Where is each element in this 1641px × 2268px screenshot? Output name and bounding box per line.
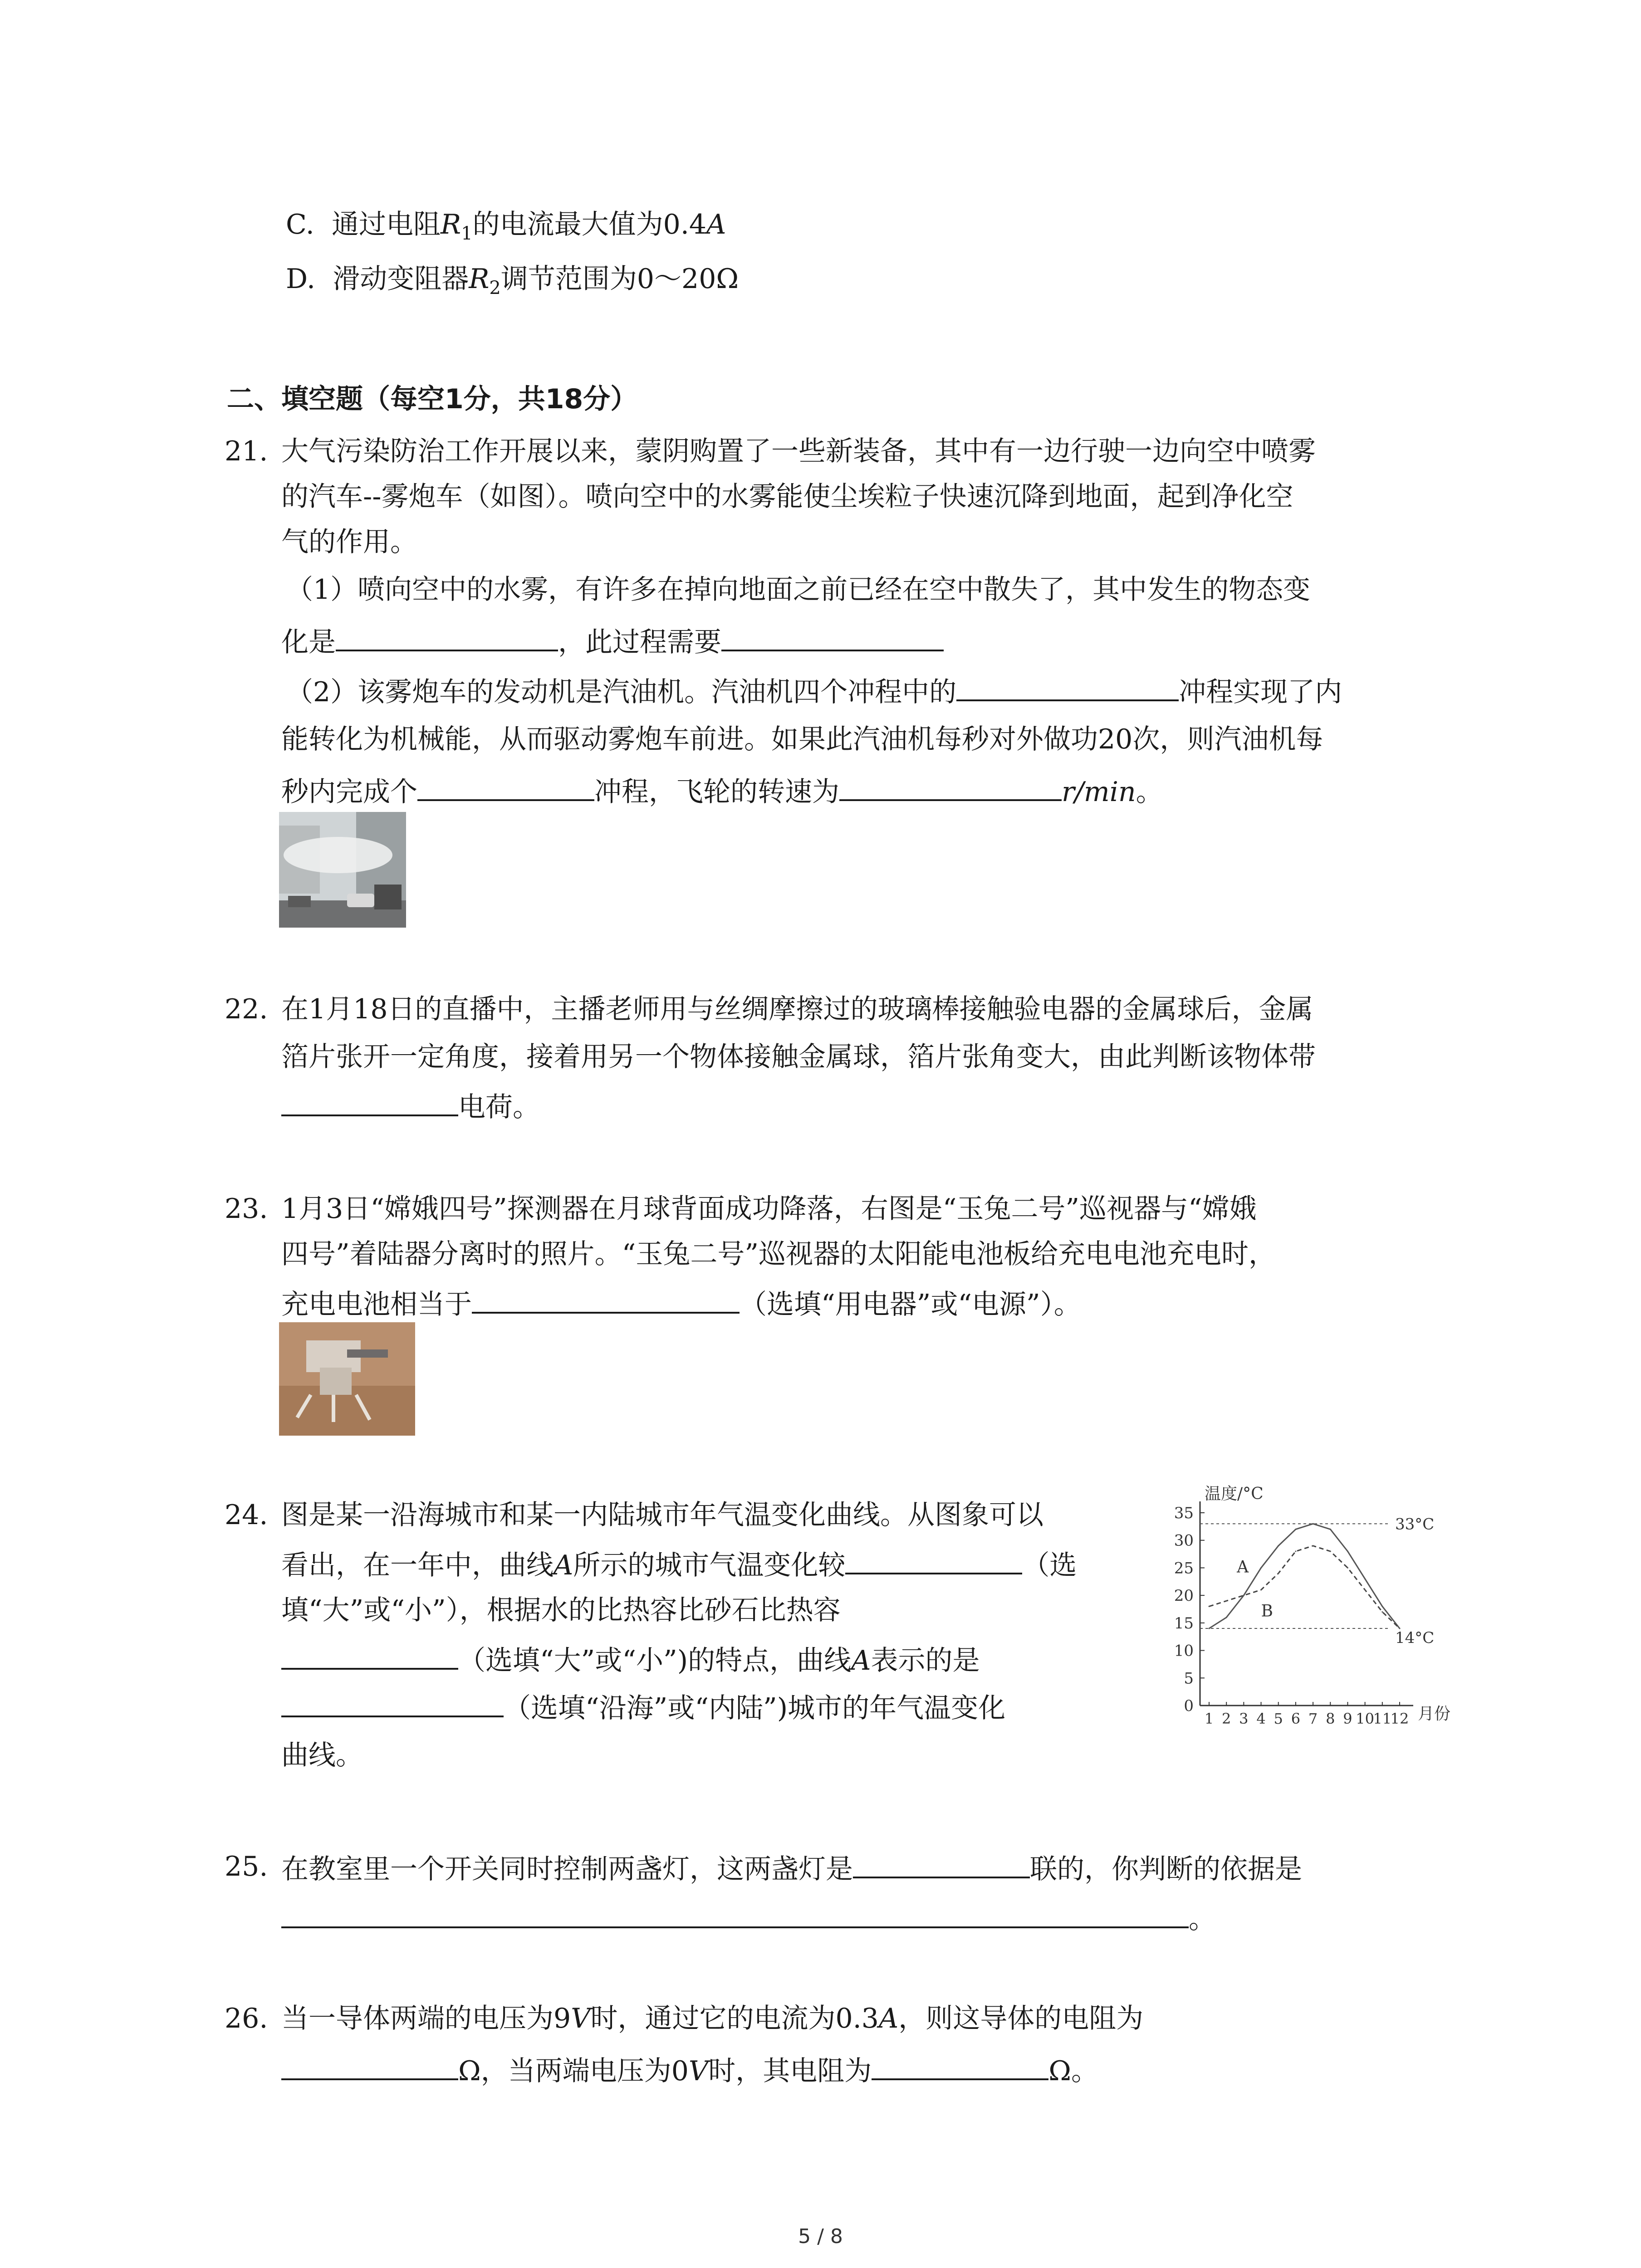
option-letter: D. xyxy=(286,263,316,295)
unit: V xyxy=(688,2055,709,2087)
text: 化是 xyxy=(281,626,336,658)
text: 。 xyxy=(1136,776,1163,808)
x-tick-label: 6 xyxy=(1291,1710,1301,1727)
curve-label: A xyxy=(554,1549,573,1581)
data-point-A xyxy=(1347,1551,1348,1552)
x-tick-label: 11 xyxy=(1373,1710,1392,1727)
data-point-B xyxy=(1364,1589,1366,1591)
text: 充电电池相当于 xyxy=(281,1289,472,1320)
question-number: 23. xyxy=(225,1193,268,1225)
temperature-chart xyxy=(1157,1479,1465,1733)
x-axis-label: 月份 xyxy=(1418,1705,1451,1723)
text: 冲程，飞轮的转速为 xyxy=(594,776,839,808)
question-text: 图是某一沿海城市和某一内陆城市年气温变化曲线。从图象可以 xyxy=(281,1499,1043,1531)
data-point-A xyxy=(1260,1567,1262,1569)
question-text: 大气污染防治工作开展以来，蒙阴购置了一些新装备，其中有一边行驶一边向空中喷雾 xyxy=(281,435,1316,467)
resistor-symbol: R xyxy=(469,263,490,295)
data-point-B xyxy=(1243,1595,1244,1596)
text: ，则这导体的电阻为 xyxy=(898,2003,1144,2034)
answer-blank[interactable] xyxy=(853,1848,1030,1878)
y-tick-label: 5 xyxy=(1184,1669,1194,1688)
question-number: 26. xyxy=(225,2003,268,2034)
data-point-B xyxy=(1209,1606,1210,1607)
data-point-B xyxy=(1313,1545,1314,1546)
y-tick-label: 30 xyxy=(1174,1531,1194,1550)
data-point-B xyxy=(1381,1611,1383,1613)
option-letter: C. xyxy=(286,209,314,240)
question-text: 曲线。 xyxy=(281,1740,363,1771)
annotation-label: 33°C xyxy=(1395,1515,1435,1534)
data-point-A xyxy=(1278,1545,1279,1546)
data-point-B xyxy=(1226,1600,1227,1602)
text: 时，通过它的电流为0.3 xyxy=(590,2003,879,2034)
x-tick-label: 12 xyxy=(1390,1710,1409,1727)
question-text xyxy=(281,621,944,660)
resistor-subscript: 1 xyxy=(461,223,473,244)
answer-blank[interactable] xyxy=(472,1284,740,1314)
text: 所示的城市气温变化较 xyxy=(573,1549,846,1581)
x-tick-label: 9 xyxy=(1343,1710,1352,1727)
y-tick-label: 20 xyxy=(1174,1587,1194,1605)
data-point-B xyxy=(1295,1551,1296,1552)
text: Ω，当两端电压为0 xyxy=(458,2055,689,2087)
text: 冲程实现了内 xyxy=(1179,676,1342,708)
data-point-A xyxy=(1330,1529,1331,1530)
answer-blank[interactable] xyxy=(281,1086,458,1116)
y-tick-label: 10 xyxy=(1174,1642,1194,1660)
question-text: 的汽车--雾炮车（如图）。喷向空中的水雾能使尘埃粒子快速沉降到地面，起到净化空 xyxy=(281,481,1293,513)
question-text: 1月3日“嫦娥四号”探测器在月球背面成功降落，右图是“玉兔二号”巡视器与“嫦娥 xyxy=(281,1193,1257,1225)
y-tick-label: 0 xyxy=(1184,1697,1194,1715)
x-tick-label: 5 xyxy=(1274,1710,1283,1727)
question-text xyxy=(281,771,1163,810)
question-text xyxy=(281,1640,980,1679)
question-text xyxy=(281,1848,1302,1887)
option-text: 调节范围为0～20Ω xyxy=(500,263,739,295)
y-tick-label: 25 xyxy=(1174,1559,1194,1578)
question-text xyxy=(281,1898,1216,1937)
option-d xyxy=(286,261,739,306)
option-text: 滑动变阻器 xyxy=(333,263,469,295)
answer-blank[interactable] xyxy=(281,1687,504,1717)
text: ，此过程需要 xyxy=(558,626,721,658)
x-tick-label: 2 xyxy=(1222,1710,1231,1727)
option-text: 通过电阻 xyxy=(332,209,441,240)
question-number: 21. xyxy=(225,435,268,467)
data-point-B xyxy=(1347,1567,1348,1569)
question-text: 填“大”或“小”），根据水的比热容比砂石比热容 xyxy=(281,1594,841,1626)
question-text: 箔片张开一定角度，接着用另一个物体接触金属球，箔片张角变大，由此判断该物体带 xyxy=(281,1041,1316,1073)
option-c xyxy=(286,206,726,252)
x-tick-label: 8 xyxy=(1326,1710,1335,1727)
data-point-A xyxy=(1226,1617,1227,1618)
question-text xyxy=(286,671,1342,710)
unit: r/min xyxy=(1062,776,1136,808)
question-text xyxy=(281,2050,1098,2089)
data-point-A xyxy=(1381,1606,1383,1607)
text: （选填“大”或“小” xyxy=(458,1645,677,1677)
unit: V xyxy=(571,2003,591,2034)
answer-blank[interactable] xyxy=(721,621,944,651)
data-point-B xyxy=(1399,1628,1401,1629)
x-tick-label: 4 xyxy=(1256,1710,1266,1727)
text: （2）该雾炮车的发动机是汽油机。汽油机四个冲程中的 xyxy=(286,676,957,708)
data-point-A xyxy=(1364,1578,1366,1579)
answer-blank[interactable] xyxy=(281,1898,1189,1928)
text: )城市的年气温变化 xyxy=(777,1692,1006,1724)
answer-blank[interactable] xyxy=(956,671,1179,701)
text: Ω。 xyxy=(1048,2055,1099,2087)
question-text xyxy=(281,2000,1143,2037)
question-number: 24. xyxy=(225,1499,268,1531)
question-text: 能转化为机械能，从而驱动雾炮车前进。如果此汽油机每秒对外做功20次，则汽油机每 xyxy=(281,723,1323,755)
answer-blank[interactable] xyxy=(872,2050,1048,2080)
annotation-label: 14°C xyxy=(1395,1629,1435,1647)
text: （选填“用电器”或“电源”）。 xyxy=(740,1289,1081,1320)
data-point-B xyxy=(1278,1573,1279,1574)
text: 当一导体两端的电压为9 xyxy=(281,2003,571,2034)
x-tick-label: 10 xyxy=(1356,1710,1374,1727)
fog-cannon-truck-photo xyxy=(279,812,406,928)
x-tick-label: 7 xyxy=(1308,1710,1318,1727)
answer-blank[interactable] xyxy=(417,771,594,801)
series-label-A: A xyxy=(1237,1558,1249,1577)
text: 时，其电阻为 xyxy=(708,2055,872,2087)
text: 表示的是 xyxy=(871,1645,980,1677)
question-text xyxy=(281,1284,1081,1323)
curve-label: A xyxy=(851,1645,871,1677)
text: （选 xyxy=(1022,1549,1077,1581)
series-label-B: B xyxy=(1261,1602,1274,1621)
resistor-symbol: R xyxy=(441,209,461,240)
unit: A xyxy=(878,2003,899,2034)
answer-blank[interactable] xyxy=(281,2050,458,2080)
data-point-A xyxy=(1313,1523,1314,1525)
question-number: 25. xyxy=(225,1851,268,1882)
data-point-A xyxy=(1209,1628,1210,1629)
text: 。 xyxy=(1189,1903,1216,1935)
text: 秒内完成个 xyxy=(281,776,417,808)
resistor-subscript: 2 xyxy=(489,278,501,298)
data-point-A xyxy=(1295,1529,1296,1530)
question-text xyxy=(281,1687,1005,1726)
text: 联的，你判断的依据是 xyxy=(1030,1853,1302,1885)
section-title: 二、填空题（每空1分，共18分） xyxy=(227,383,638,415)
answer-blank[interactable] xyxy=(336,621,558,651)
unit: A xyxy=(706,209,726,240)
text: )的特点，曲线 xyxy=(677,1645,852,1677)
y-tick-label: 35 xyxy=(1174,1504,1194,1522)
page-number: 5 / 8 xyxy=(798,2225,843,2248)
text: 看出，在一年中，曲线 xyxy=(281,1549,554,1581)
text: 在教室里一个开关同时控制两盏灯，这两盏灯是 xyxy=(281,1853,853,1885)
x-tick-label: 3 xyxy=(1239,1710,1249,1727)
question-text xyxy=(281,1545,1077,1584)
data-point-B xyxy=(1330,1551,1331,1552)
text: （选填“沿海”或“内陆” xyxy=(504,1692,777,1724)
question-text: 在1月18日的直播中，主播老师用与丝绸摩擦过的玻璃棒接触验电器的金属球后，金属 xyxy=(281,993,1313,1025)
question-text: 气的作用。 xyxy=(281,526,417,558)
option-text: 的电流最大值为0.4 xyxy=(472,209,707,240)
y-tick-label: 15 xyxy=(1174,1614,1194,1633)
answer-blank[interactable] xyxy=(845,1545,1022,1574)
text: 电荷。 xyxy=(458,1091,540,1123)
x-tick-label: 1 xyxy=(1204,1710,1214,1727)
question-text xyxy=(281,1086,540,1125)
data-point-B xyxy=(1260,1589,1262,1591)
lunar-rover-photo xyxy=(279,1322,415,1436)
answer-blank[interactable] xyxy=(839,771,1062,801)
question-text: （1）喷向空中的水雾，有许多在掉向地面之前已经在空中散失了，其中发生的物态变 xyxy=(286,574,1311,606)
answer-blank[interactable] xyxy=(281,1640,458,1670)
question-number: 22. xyxy=(225,993,268,1025)
question-text: 四号”着陆器分离时的照片。“玉兔二号”巡视器的太阳能电池板给充电电池充电时， xyxy=(281,1238,1276,1270)
y-axis-label: 温度/°C xyxy=(1205,1485,1264,1503)
